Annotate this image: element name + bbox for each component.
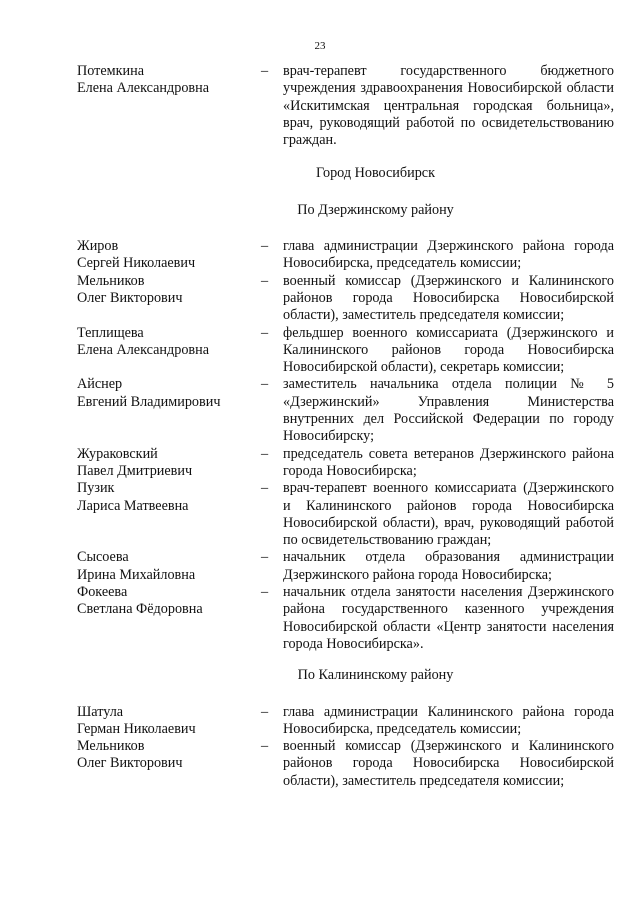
member-given-name: Олег Викторович: [77, 289, 183, 306]
member-surname: Шатула: [77, 703, 124, 720]
member-entry: [77, 446, 614, 481]
member-surname: Айснер: [77, 376, 123, 393]
member-surname: Сысоева: [77, 549, 129, 566]
member-entry: [77, 238, 614, 273]
commission-list: [77, 63, 614, 790]
dash-separator: –: [261, 584, 269, 601]
member-entry: [77, 584, 614, 653]
member-surname: Потемкина: [77, 63, 145, 79]
district-heading-kalininsky: По Калининскому району: [297, 667, 454, 684]
page-number: 23: [314, 40, 326, 52]
member-duty: военный комиссар (Дзержинского и Калининского районов города Новосибирска Новосибирской области), заместитель председателя комиссии;: [283, 738, 614, 789]
member-name: [77, 738, 261, 790]
member-given-name: Герман Николаевич: [77, 720, 196, 737]
member-surname: Теплищева: [77, 324, 144, 341]
member-surname: Фокеева: [77, 584, 128, 601]
dash-separator: –: [261, 272, 269, 289]
member-given-name: Сергей Николаевич: [77, 255, 196, 272]
dash-separator: –: [261, 63, 269, 79]
member-surname: Жиров: [77, 238, 119, 255]
entries-top-group: [77, 63, 614, 149]
member-name: [77, 376, 261, 445]
member-entry: [77, 63, 614, 149]
dash-separator: –: [261, 324, 269, 341]
member-duty: заместитель начальника отдела полиции № 5 «Дзержинский» Управления Министерства внутренних дел Российской Федерации по городу Новосибирску;: [283, 376, 614, 445]
member-given-name: Олег Викторович: [77, 755, 183, 772]
member-duty: врач-терапевт государственного бюджетного учреждения здравоохранения Новосибирской области «Искитимская центральная городская больница», врач, руководящий работой по освидетельствованию граждан.: [283, 63, 614, 149]
member-duty: председатель совета ветеранов Дзержинского района города Новосибирска;: [283, 445, 614, 479]
member-surname: Пузик: [77, 480, 115, 497]
member-name: [77, 480, 261, 549]
member-entry: [77, 549, 614, 584]
member-given-name: Елена Александровна: [77, 80, 209, 97]
dash-separator: –: [261, 738, 269, 755]
member-entry: [77, 704, 614, 739]
member-given-name: Елена Александровна: [77, 341, 209, 358]
city-heading: Город Новосибирск: [316, 165, 435, 182]
entries-dzerzhinsky-group: [77, 238, 614, 653]
district-heading-dzerzhinsky: По Дзержинскому району: [297, 201, 454, 218]
member-entry: [77, 738, 614, 790]
dash-separator: –: [261, 238, 269, 255]
dash-separator: –: [261, 376, 269, 393]
member-name: [77, 63, 261, 149]
member-entry: [77, 273, 614, 325]
member-surname: Мельников: [77, 738, 145, 755]
member-entry: [77, 480, 614, 549]
member-given-name: Лариса Матвеевна: [77, 497, 189, 514]
member-duty: начальник отдела образования администрации Дзержинского района города Новосибирска;: [283, 549, 614, 583]
member-duty: начальник отдела занятости населения Дзержинского района государственного казенного учреждения Новосибирской области «Центр занятости населения города Новосибирска».: [283, 584, 614, 652]
member-given-name: Евгений Владимирович: [77, 393, 221, 410]
member-duty: военный комиссар (Дзержинского и Калининского районов города Новосибирска Новосибирской области), заместитель председателя комиссии;: [283, 272, 614, 324]
member-entry: [77, 325, 614, 377]
member-entry: [77, 376, 614, 445]
member-name: [77, 584, 261, 653]
member-name: [77, 325, 261, 377]
dash-separator: –: [261, 549, 269, 566]
member-given-name: Ирина Михайловна: [77, 566, 196, 583]
member-given-name: Светлана Фёдоровна: [77, 601, 203, 618]
member-surname: Мельников: [77, 272, 145, 289]
dash-separator: –: [261, 480, 269, 497]
member-duty: глава администрации Дзержинского района города Новосибирска, председатель комиссии;: [283, 238, 614, 272]
member-name: [77, 446, 261, 481]
member-name: [77, 238, 261, 273]
entries-kalininsky-group: [77, 704, 614, 790]
member-name: [77, 549, 261, 584]
member-given-name: Павел Дмитриевич: [77, 462, 193, 479]
dash-separator: –: [261, 445, 269, 462]
dash-separator: –: [261, 703, 269, 720]
member-name: [77, 704, 261, 739]
member-duty: фельдшер военного комиссариата (Дзержинского и Калининского районов города Новосибирска Новосибирской области), секретарь комиссии;: [283, 324, 614, 376]
member-duty: глава администрации Калининского района города Новосибирска, председатель комиссии;: [283, 703, 614, 737]
member-name: [77, 273, 261, 325]
member-surname: Жураковский: [77, 445, 158, 462]
member-duty: врач-терапевт военного комиссариата (Дзержинского и Калининского районов города Новосибирска Новосибирской области), врач, руководящий работой по освидетельствованию граждан;: [283, 480, 614, 549]
